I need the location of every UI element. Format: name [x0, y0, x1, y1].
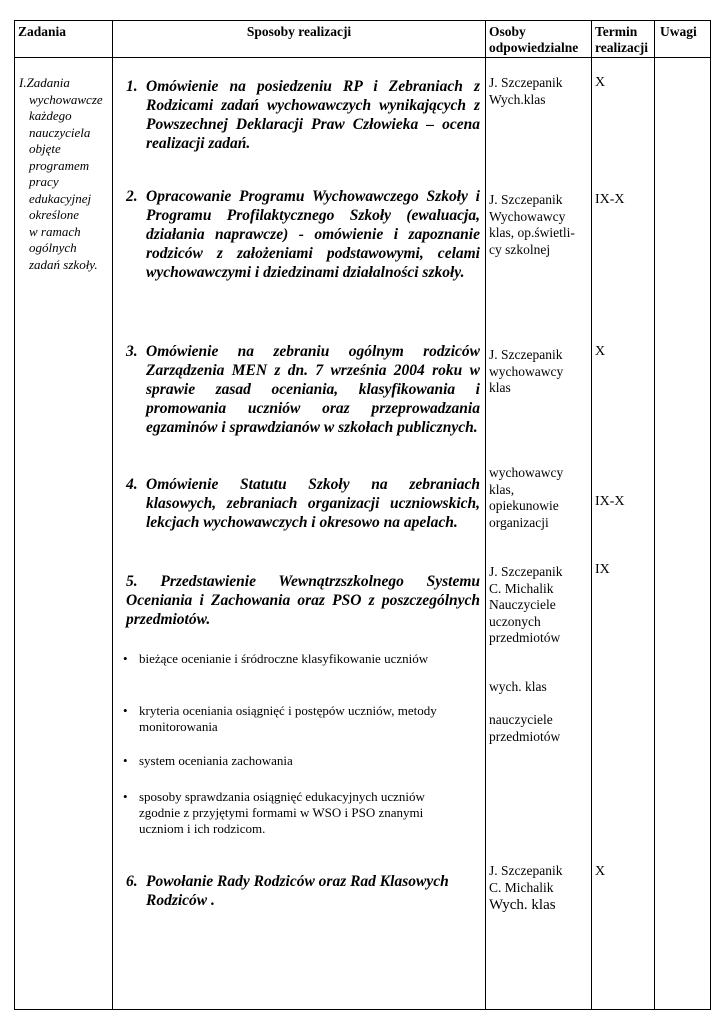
- osoby-line: przedmiotów: [489, 630, 561, 645]
- bullet-icon: •: [123, 703, 128, 718]
- osoby-line: uczonych: [489, 613, 541, 629]
- osoby-line: C. Michalik: [489, 580, 554, 596]
- header-termin-line: Termin: [595, 24, 638, 39]
- zadania-line: nauczyciela: [29, 124, 91, 140]
- osoby-line: J. Szczepanik: [489, 192, 563, 207]
- termin-cell: IX-X: [595, 192, 625, 207]
- task-item: [126, 572, 480, 629]
- bullet-icon: •: [123, 789, 128, 804]
- osoby-line: opiekunowie: [489, 498, 559, 513]
- osoby-line: J. Szczepanik: [489, 75, 563, 90]
- termin-cell: X: [595, 75, 606, 90]
- osoby-line: J. Szczepanik: [489, 347, 563, 362]
- column-divider: [591, 21, 592, 1009]
- zadania-line: pracy: [29, 174, 59, 189]
- zadania-line: I.Zadania: [19, 75, 70, 90]
- osoby-line: wychowawcy: [489, 465, 564, 480]
- column-divider: [112, 21, 113, 1009]
- task-number: 1.: [126, 78, 138, 95]
- zadania-line: każdego: [29, 108, 72, 123]
- zadania-line: w ramach: [29, 223, 81, 239]
- osoby-cell: [489, 564, 591, 647]
- header-termin: [595, 24, 648, 56]
- zadania-line: edukacyjnej: [29, 190, 92, 206]
- task-number: 2.: [126, 188, 138, 205]
- osoby-line: klas: [489, 380, 511, 395]
- task-item: [126, 872, 480, 910]
- osoby-cell: [489, 192, 591, 258]
- bullet-item: [123, 703, 479, 735]
- task-text: Omówienie na zebraniu ogólnym rodziców Zarządzenia MEN z dn. 7 września 2004 roku w sprawie zasad oceniania, klasyfikowania i promowania uczniów oraz przeprowadzania egzaminów i sprawdzianów w szkołach publicznych.: [146, 343, 480, 436]
- header-termin-line: realizacji: [595, 40, 648, 55]
- bullet-icon: •: [123, 753, 128, 768]
- bullet-item: [123, 753, 479, 769]
- osoby-line: Nauczyciele: [489, 597, 556, 612]
- osoby-line: klas,: [489, 481, 515, 497]
- task-number: 6.: [126, 873, 138, 890]
- termin-cell: IX-X: [595, 494, 625, 509]
- header-sposoby: Sposoby realizacji: [246, 24, 352, 39]
- osoby-cell: [489, 712, 591, 745]
- header-divider: [15, 57, 710, 58]
- osoby-line: Wych. klas: [489, 897, 556, 913]
- column-divider: [654, 21, 655, 1009]
- task-number: 4.: [126, 476, 138, 493]
- bullet-text: kryteria oceniania osiągnięć i postępów uczniów, metody monitorowania: [139, 703, 437, 734]
- bullet-icon: •: [123, 651, 128, 666]
- zadania-line: objęte: [29, 141, 61, 156]
- zadania-line: wychowawcze: [29, 91, 103, 107]
- zadania-cell: [19, 75, 111, 273]
- task-text: Powołanie Rady Rodziców oraz Rad Klasowych Rodziców .: [146, 873, 449, 909]
- bullet-text: bieżące ocenianie i śródroczne klasyfikowanie uczniów: [139, 651, 429, 666]
- task-item: [126, 475, 480, 532]
- osoby-line: klas, op.świetli-: [489, 225, 575, 240]
- osoby-line: Wych.klas: [489, 91, 546, 107]
- osoby-line: nauczyciele: [489, 712, 553, 727]
- header-osoby-line: odpowiedzialne: [489, 40, 579, 55]
- bullet-text: sposoby sprawdzania osiągnięć edukacyjnych uczniów zgodnie z przyjętymi formami w WSO i PSO znanymi uczniom i ich rodzicom.: [139, 789, 425, 836]
- termin-cell: X: [595, 864, 606, 879]
- bullet-item: [123, 789, 439, 837]
- task-text: Omówienie Statutu Szkoły na zebraniach klasowych, zebraniach organizacji uczniowskich, lekcjach wychowawczych i okresowo na apelach.: [146, 476, 480, 531]
- header-osoby-line: Osoby: [489, 24, 526, 39]
- column-divider: [485, 21, 486, 1009]
- bullet-item: [123, 651, 479, 667]
- zadania-line: zadań szkoły.: [29, 256, 98, 272]
- osoby-cell: [489, 75, 591, 108]
- osoby-line: J. Szczepanik: [489, 863, 563, 878]
- task-number: 5.: [126, 573, 138, 590]
- osoby-line: wychowawcy: [489, 363, 564, 379]
- osoby-line: przedmiotów: [489, 728, 561, 744]
- bullet-text: system oceniania zachowania: [139, 753, 293, 768]
- zadania-line: określone: [29, 207, 80, 222]
- task-item: [126, 342, 480, 437]
- osoby-line: C. Michalik: [489, 879, 554, 895]
- zadania-line: ogólnych: [29, 240, 77, 255]
- osoby-line: J. Szczepanik: [489, 564, 563, 579]
- header-osoby: [489, 24, 578, 56]
- task-item: [126, 77, 480, 153]
- zadania-line: programem: [29, 157, 90, 173]
- osoby-line: wych. klas: [489, 679, 547, 694]
- osoby-cell: [489, 863, 591, 915]
- task-text: Przedstawienie Wewnątrzszkolnego Systemu Oceniania i Zachowania oraz PSO z poszczególnych przedmiotów.: [126, 573, 481, 628]
- termin-cell: IX: [595, 562, 610, 577]
- task-number: 3.: [126, 343, 138, 360]
- osoby-line: Wychowawcy: [489, 208, 566, 224]
- osoby-line: organizacji: [489, 514, 549, 530]
- header-uwagi: Uwagi: [660, 24, 697, 39]
- osoby-cell: [489, 347, 591, 397]
- table-frame: [14, 20, 711, 1010]
- header-zadania: Zadania: [18, 24, 67, 39]
- osoby-cell: [489, 465, 591, 531]
- osoby-cell: [489, 679, 591, 696]
- termin-cell: X: [595, 344, 606, 359]
- task-text: Omówienie na posiedzeniu RP i Zebraniach z Rodzicami zadań wychowawczych wynikających z Powszechnej Deklaracji Praw Człowieka – ocena realizacji zadań.: [146, 78, 480, 152]
- task-text: Opracowanie Programu Wychowawczego Szkoły i Programu Profilaktycznego Szkoły (ewaluacja, działania naprawcze) - omówienie i zapoznanie rodziców z założeniami podstawowymi, celami wychowawczymi i dziedzinami działalności szkoły.: [146, 188, 480, 281]
- osoby-line: cy szkolnej: [489, 241, 551, 257]
- task-item: [126, 187, 480, 282]
